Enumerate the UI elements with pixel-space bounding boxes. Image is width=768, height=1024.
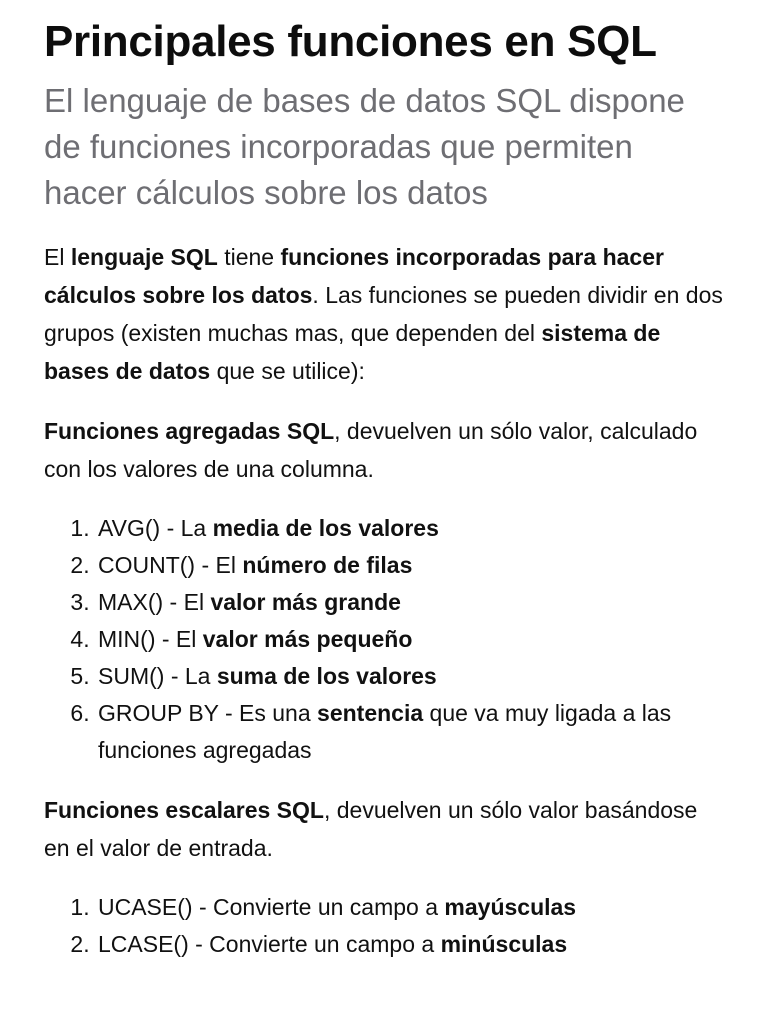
- list-item-after: que va muy ligada a las funciones agregadas: [98, 700, 672, 763]
- list-item-plain: COUNT() - El: [98, 552, 243, 578]
- intro-bold-3: sistema de bases de datos: [44, 320, 661, 384]
- list-item: [96, 889, 724, 926]
- scalar-heading-bold: Funciones escalares SQL: [44, 797, 324, 823]
- list-item: [96, 621, 724, 658]
- intro-text-2: tiene: [217, 244, 281, 270]
- list-item-plain: LCASE() - Convierte un campo a: [98, 931, 441, 957]
- aggregate-heading: [44, 412, 724, 488]
- list-item-plain: MAX() - El: [98, 589, 211, 615]
- list-item-plain: UCASE() - Convierte un campo a: [98, 894, 445, 920]
- intro-bold-2: funciones incorporadas para hacer cálculos sobre los datos: [44, 244, 664, 308]
- intro-text-4: que se utilice):: [210, 358, 365, 384]
- list-item-plain: SUM() - La: [98, 663, 217, 689]
- scalar-list: [44, 889, 724, 963]
- list-item-bold: media de los valores: [212, 515, 439, 541]
- list-item: [96, 584, 724, 621]
- intro-text-1: El: [44, 244, 71, 270]
- list-item-plain: MIN() - El: [98, 626, 203, 652]
- list-item-plain: GROUP BY - Es una: [98, 700, 318, 726]
- list-item: [96, 926, 724, 963]
- aggregate-list: [44, 510, 724, 769]
- intro-bold-1: lenguaje SQL: [70, 244, 218, 270]
- intro-text-3: . Las funciones se pueden dividir en dos grupos (existen muchas mas, que dependen del: [44, 282, 723, 346]
- scalar-heading-rest: , devuelven un sólo valor basándose en el valor de entrada.: [44, 797, 698, 861]
- list-item: [96, 510, 724, 547]
- aggregate-heading-bold: Funciones agregadas SQL: [44, 418, 335, 444]
- list-item: [96, 695, 724, 769]
- page-subtitle: El lenguaje de bases de datos SQL dispone de funciones incorporadas que permiten hacer cálculos sobre los datos: [44, 82, 685, 211]
- intro-paragraph: [44, 238, 724, 390]
- list-item-bold: valor más pequeño: [202, 626, 413, 652]
- page-title: Principales funciones en SQL: [44, 17, 657, 66]
- list-item-bold: valor más grande: [210, 589, 401, 615]
- list-item-plain: AVG() - La: [98, 515, 213, 541]
- list-item: [96, 658, 724, 695]
- list-item-bold: suma de los valores: [216, 663, 437, 689]
- list-item-bold: sentencia: [317, 700, 424, 726]
- list-item-bold: mayúsculas: [444, 894, 577, 920]
- list-item-bold: número de filas: [242, 552, 413, 578]
- scalar-heading: [44, 791, 724, 867]
- list-item: [96, 547, 724, 584]
- list-item-bold: minúsculas: [440, 931, 568, 957]
- aggregate-heading-rest: , devuelven un sólo valor, calculado con los valores de una columna.: [44, 418, 698, 482]
